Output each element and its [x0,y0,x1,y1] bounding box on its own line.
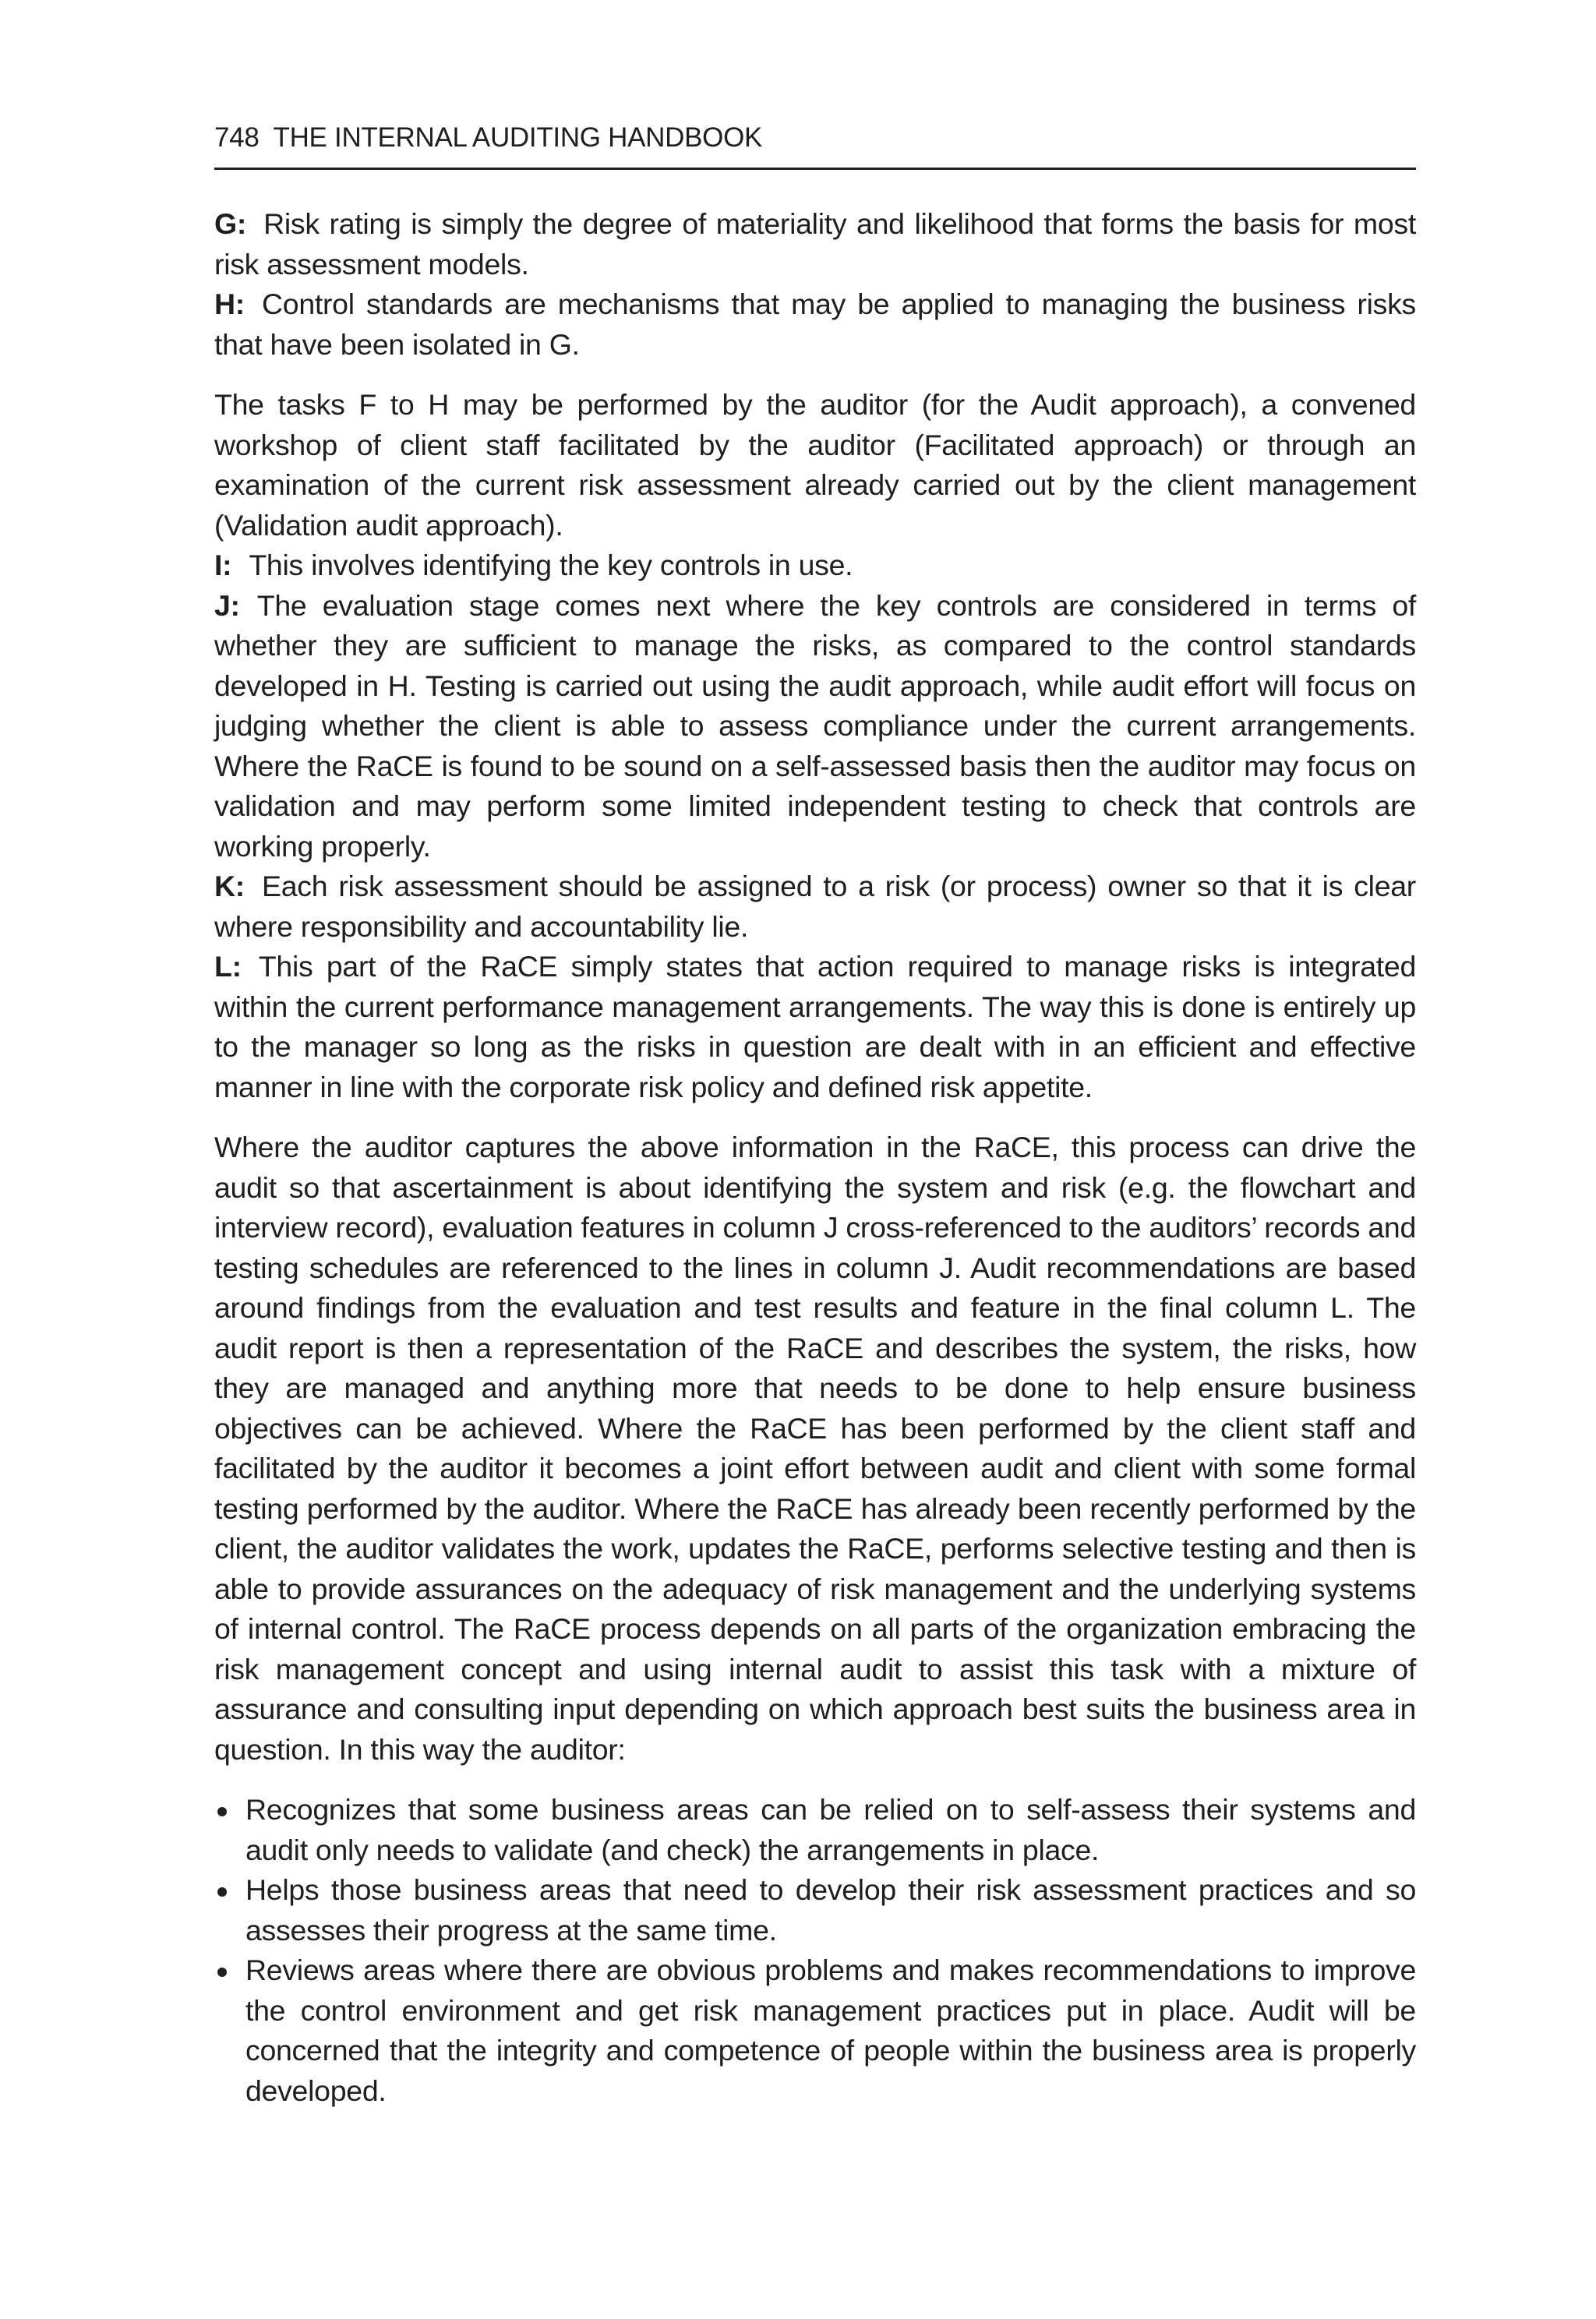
item-k-label: K: [214,870,245,902]
item-j-label: J: [214,588,240,622]
page-body [214,204,1416,2111]
list-item: Recognizes that some business areas can be relied on to self-assess their systems and audit only needs to validate (and check) the arrangements in place. [214,1790,1416,1870]
item-g-label: G: [214,207,247,240]
item-h-label: H: [214,288,245,320]
item-h [214,284,1416,365]
item-j [214,586,1416,867]
list-item: Reviews areas where there are obvious problems and makes recommendations to improve the control environment and get risk management practices put in place. Audit will be concerned that the integrity and competence of people within the business area is properly developed. [214,1950,1416,2111]
item-k-text: Each risk assessment should be assigned to a risk (or process) owner so that it is clear where responsibility and accountability lie. [214,870,1416,943]
item-l-label: L: [214,950,242,983]
auditor-actions-list [214,1790,1416,2111]
item-g [214,204,1416,284]
item-j-text: The evaluation stage comes next where the key controls are considered in terms of whether they are sufficient to manage the risks, as compared to the control standards developed in H. Testing is carried out using the audit approach, while audit effort will focus on judging whether the client is able to assess compliance under the current arrangements. Where the RaCE is found to be sound on a self-assessed basis then the auditor may focus on validation and may perform some limited independent testing to check that controls are working properly. [214,588,1416,863]
page-number: 748 [214,122,260,153]
running-title: THE INTERNAL AUDITING HANDBOOK [273,122,763,153]
item-l-text: This part of the RaCE simply states that action required to manage risks is integrated within the current performance management arrangements. The way this is done is entirely up to the manager so long as the risks in question are dealt with in an efficient and effective manner in line with the corporate risk policy and defined risk appetite. [214,950,1416,1103]
item-i-text: This involves identifying the key controls in use. [249,549,853,581]
list-item: Helps those business areas that need to develop their risk assessment practices and so assesses their progress at the same time. [214,1870,1416,1950]
item-i [214,545,1416,586]
item-h-text: Control standards are mechanisms that may be applied to managing the business risks that have been isolated in G. [214,288,1416,361]
running-header [214,120,1416,170]
race-process-paragraph: Where the auditor captures the above information in the RaCE, this process can drive the audit so that ascertainment is about identifying the system and risk (e.g. the flowchart and interview record), evaluation features in column J cross-referenced to the auditors’ records and testing schedules are referenced to the lines in column J. Audit recommendations are based around findings from the evaluation and test results and feature in the final column L. The audit report is then a representation of the RaCE and describes the system, the risks, how they are managed and anything more that needs to be done to help ensure business objectives can be achieved. Where the RaCE has been performed by the client staff and facilitated by the auditor it becomes a joint effort between audit and client with some formal testing performed by the auditor. Where the RaCE has already been recently performed by the client, the auditor validates the work, updates the RaCE, performs selective testing and then is able to provide assurances on the adequacy of risk management and the underlying systems of internal control. The RaCE process depends on all parts of the organization embracing the risk management concept and using internal audit to assist this task with a mixture of assurance and consulting input depending on which approach best suits the business area in question. In this way the auditor: [214,1131,1416,1766]
tasks-paragraph: The tasks F to H may be performed by the auditor (for the Audit approach), a convened workshop of client staff facilitated by the auditor (Facilitated approach) or through an examination of the current risk assessment already carried out by the client management (Validation audit approach). [214,388,1416,542]
item-l [214,947,1416,1107]
item-i-label: I: [214,549,232,581]
item-g-text: Risk rating is simply the degree of materiality and likelihood that forms the basis for most risk assessment models. [214,207,1416,281]
item-k [214,867,1416,947]
